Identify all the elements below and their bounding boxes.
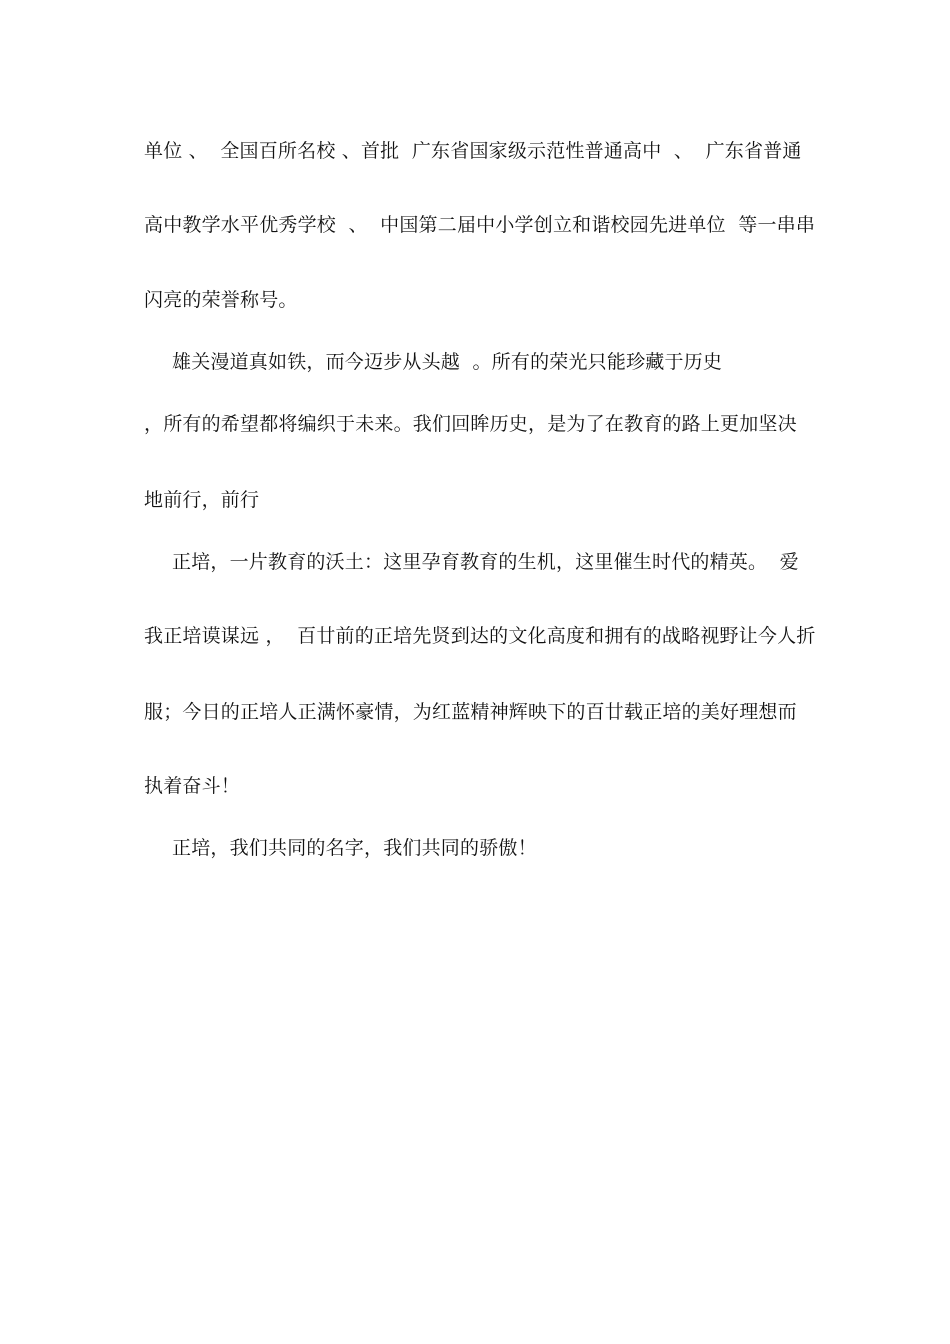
text-line: 单位 、 全国百所名校 、首批 广东省国家级示范性普通高中 、 广东省普通 xyxy=(144,140,802,162)
paragraph-first-line: 正培，我们共同的名字，我们共同的骄傲！ xyxy=(172,837,537,859)
text-line: 服；今日的正培人正满怀豪情，为红蓝精神辉映下的百廿载正培的美好理想而 xyxy=(144,701,797,723)
paragraph-first-line: 正培，一片教育的沃土：这里孕育教育的生机，这里催生时代的精英。 爱 xyxy=(172,551,799,573)
text-line: ，所有的希望都将编织于未来。我们回眸历史，是为了在教育的路上更加坚决 xyxy=(144,413,797,435)
text-line: 地前行，前行 xyxy=(144,489,260,511)
text-line: 闪亮的荣誉称号。 xyxy=(144,289,298,311)
text-line: 我正培谟谋远 ， 百廿前的正培先贤到达的文化高度和拥有的战略视野让今人折 xyxy=(144,625,816,647)
text-line: 执着奋斗！ xyxy=(144,775,241,797)
text-line: 高中教学水平优秀学校 、 中国第二届中小学创立和谐校园先进单位 等一串串 xyxy=(144,214,816,236)
paragraph-first-line: 雄关漫道真如铁，而今迈步从头越 。所有的荣光只能珍藏于历史 xyxy=(172,351,723,373)
